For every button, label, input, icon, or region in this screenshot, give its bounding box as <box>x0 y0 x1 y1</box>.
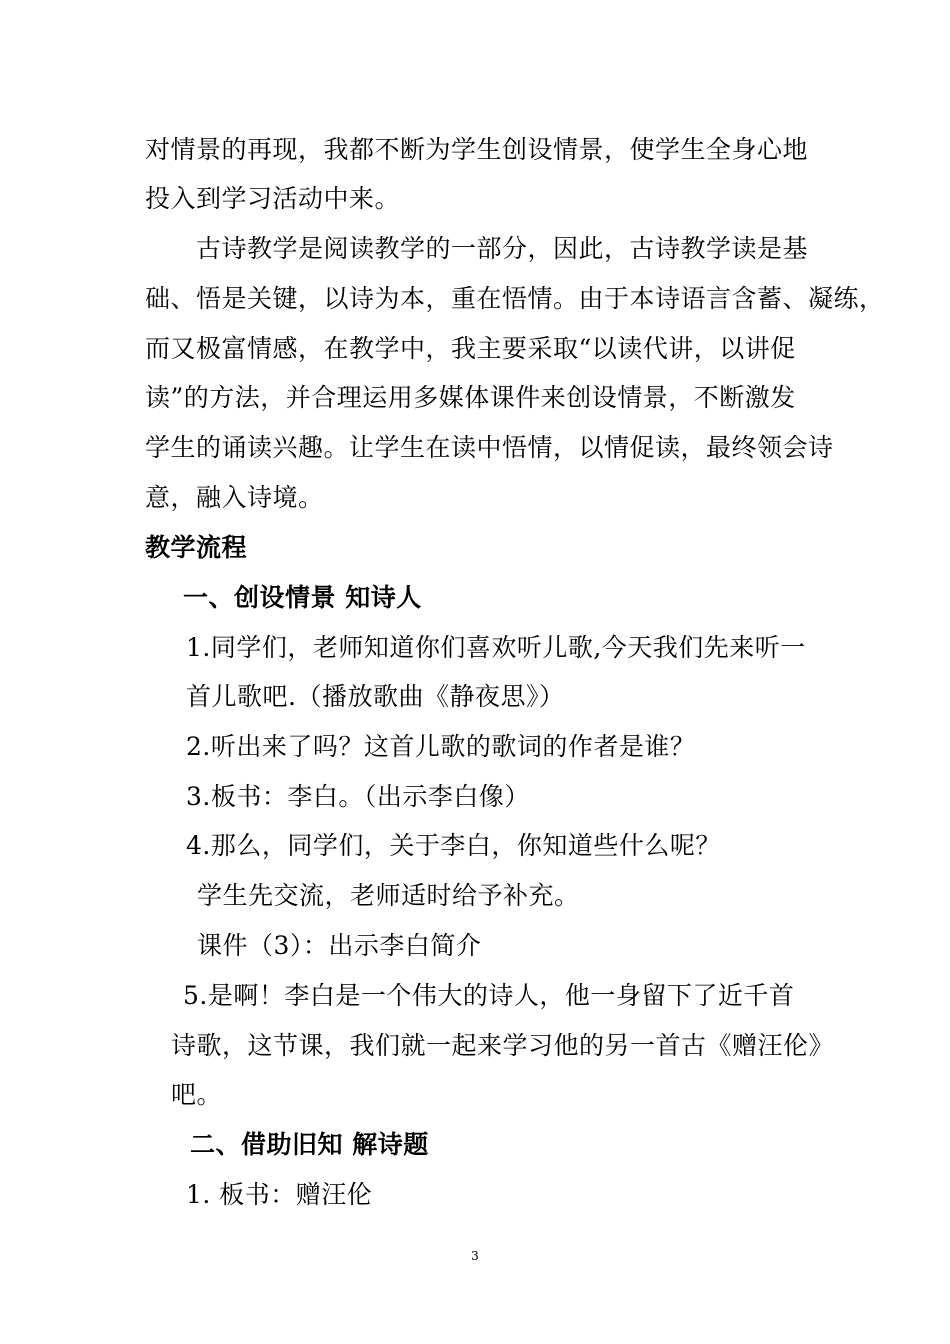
section-heading: 教学流程 <box>145 533 248 562</box>
list-item-line: 3.板书：李白。（出示李白像） <box>186 782 530 811</box>
paragraph-line: 意，融入诗境。 <box>145 483 324 512</box>
paragraph-line: 投入到学习活动中来。 <box>145 184 401 213</box>
paragraph-line: 础、悟是关键，以诗为本，重在悟情。由于本诗语言含蓄、凝练， <box>145 284 885 313</box>
paragraph-line: 学生的诵读兴趣。让学生在读中悟情，以情促读，最终领会诗 <box>145 433 834 462</box>
list-item-line: 1. 板书：赠汪伦 <box>186 1180 373 1209</box>
subsection-heading: 二、借助旧知 解诗题 <box>190 1130 429 1159</box>
list-item-line: 1.同学们，老师知道你们喜欢听儿歌,今天我们先来听一 <box>186 633 806 662</box>
list-item-line: 吧。 <box>171 1080 223 1109</box>
paragraph-line: 读”的方法，并合理运用多媒体课件来创设情景，不断激发 <box>145 383 796 412</box>
paragraph-line: 而又极富情感，在教学中，我主要采取“以读代讲，以讲促 <box>145 334 796 363</box>
list-item-line: 诗歌，这节课，我们就一起来学习他的另一首古《赠汪伦》 <box>171 1031 835 1060</box>
list-item-line: 2.听出来了吗？这首儿歌的歌词的作者是谁？ <box>186 732 696 761</box>
paragraph-line: 对情景的再现，我都不断为学生创设情景，使学生全身心地 <box>145 135 809 164</box>
subsection-heading: 一、创设情景 知诗人 <box>183 583 422 612</box>
paragraph-line: 课件（3）：出示李白简介 <box>197 931 482 960</box>
list-item-line: 4.那么，同学们，关于李白，你知道些什么呢？ <box>186 831 721 860</box>
list-item-line: 5.是啊！李白是一个伟大的诗人，他一身留下了近千首 <box>183 981 795 1010</box>
paragraph-line: 学生先交流，老师适时给予补充。 <box>197 881 580 910</box>
page-number: 3 <box>471 1249 479 1263</box>
list-item-line: 首儿歌吧.（播放歌曲《静夜思》） <box>186 682 565 711</box>
paragraph-line: 古诗教学是阅读教学的一部分，因此，古诗教学读是基 <box>196 234 809 263</box>
